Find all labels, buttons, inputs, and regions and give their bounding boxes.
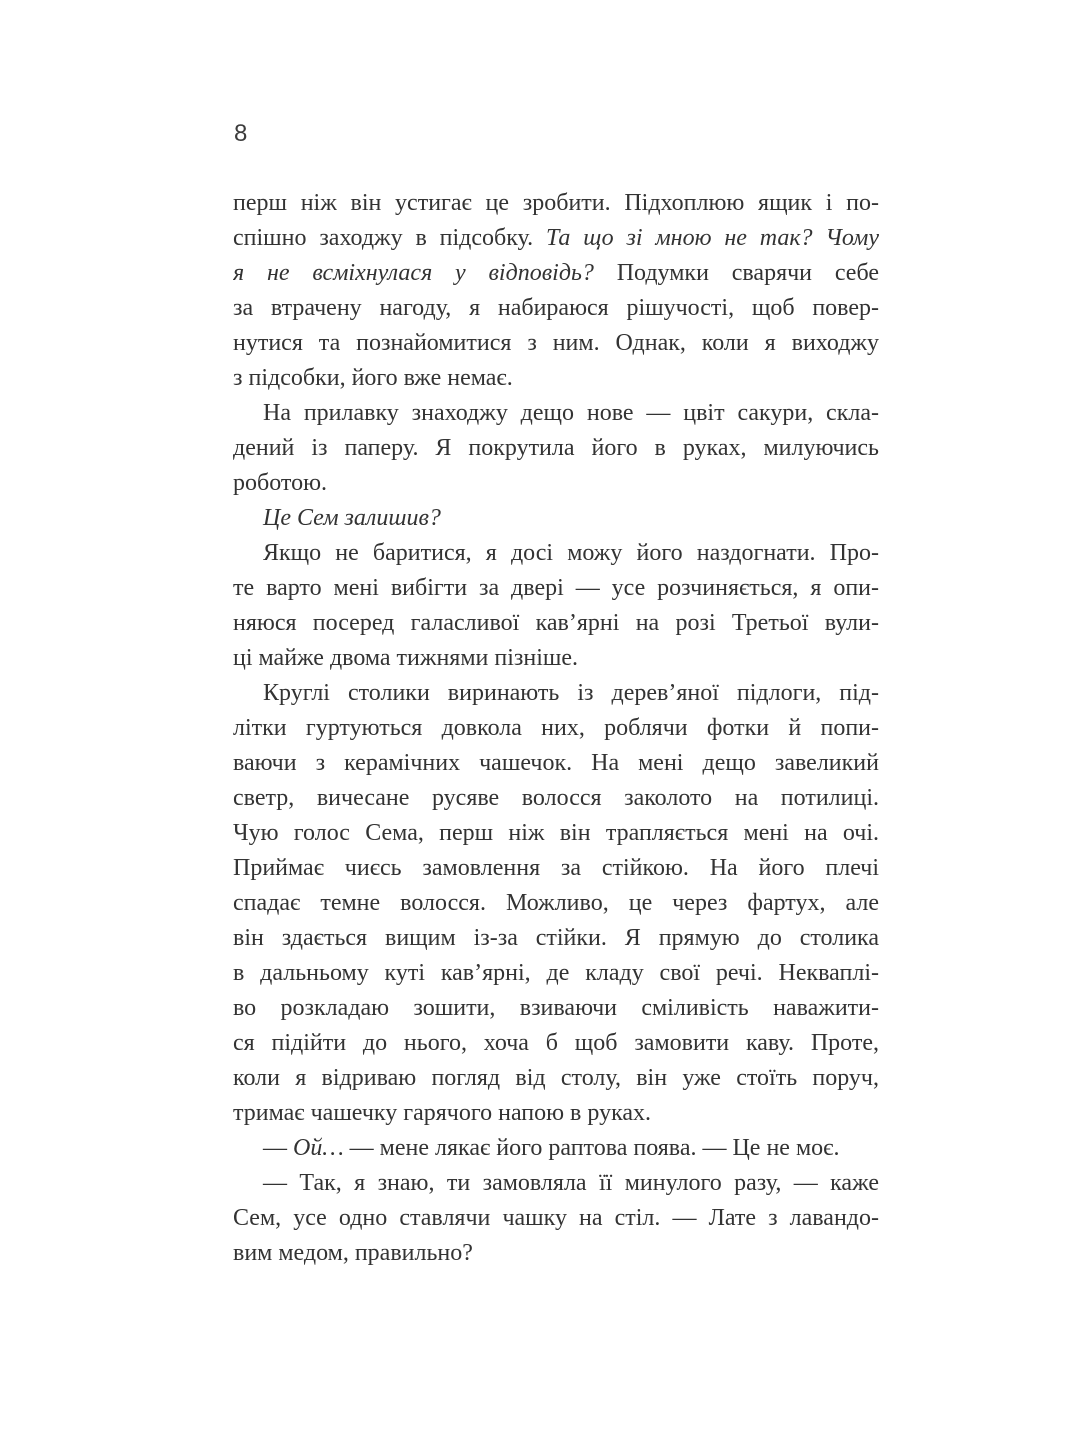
text-segment: тримає чашечку гарячого напою в руках. [233,1100,652,1126]
text-segment: те варто мені вибігти за двері — усе розчиняється, я опи- [233,575,879,601]
text-segment: вим медом, правильно? [233,1240,473,1266]
text-segment: роботою. [233,470,327,496]
text-segment: спішно заходжу в підсобку. [233,225,546,251]
body-text [233,186,879,1271]
text-line [233,816,879,851]
paragraph [233,1131,879,1166]
text-segment: — мене лякає його раптова поява. — Це не моє. [343,1135,840,1161]
paragraph [233,1166,879,1271]
text-line [233,1166,879,1201]
paragraph [233,536,879,676]
text-line [233,1236,879,1271]
paragraph [233,186,879,396]
text-segment: На прилавку знаходжу дещо нове — цвіт сакури, скла- [263,400,879,426]
page-number: 8 [234,120,248,147]
text-line [233,431,879,466]
text-line [233,781,879,816]
text-segment: ся підійти до нього, хоча б щоб замовити каву. Проте, [233,1030,879,1056]
text-segment: Подумки сварячи себе [593,260,879,286]
text-segment: за втрачену нагоду, я набираюся рішучості, щоб повер- [233,295,879,321]
text-line [233,536,879,571]
text-line [233,326,879,361]
text-line [233,711,879,746]
text-line [233,186,879,221]
text-segment: Приймає чиєсь замовлення за стійкою. На його плечі [233,855,879,881]
text-segment: з підсобки, його вже немає. [233,365,513,391]
text-segment: він здається вищим із-за стійки. Я прямую до столика [233,925,879,951]
text-segment: светр, вичесане русяве волосся заколото на потилиці. [233,785,879,811]
text-segment: в дальньому куті кав’ярні, де кладу свої речі. Некваплі- [233,960,879,986]
text-line [233,361,879,396]
text-line [233,221,879,256]
text-line [233,1131,879,1166]
text-segment: — Так, я знаю, ти замовляла її минулого разу, — каже [263,1170,879,1196]
text-line [233,1026,879,1061]
text-segment: літки гуртуються довкола них, роблячи фотки й попи- [233,715,879,741]
text-segment: Чую голос Сема, перш ніж він трапляється мені на очі. [233,820,879,846]
text-segment: дений із паперу. Я покрутила його в руках, милуючись [233,435,879,461]
text-line [233,956,879,991]
italic-text-segment: я не всміхнулася у відповідь? [233,260,594,286]
text-line [233,396,879,431]
text-segment: няюся посеред галасливої кав’ярні на розі Третьої вули- [233,610,879,636]
text-line [233,851,879,886]
text-line [233,291,879,326]
text-segment: Круглі столики виринають із дерев’яної підлоги, під- [263,680,879,706]
italic-text-segment: Та що зі мною не так? Чому [545,225,879,251]
text-segment: ваючи з керамічних чашечок. На мені дещо завеликий [233,750,879,776]
text-segment: перш ніж він устигає це зробити. Підхоплюю ящик і по- [233,190,879,216]
text-line [233,606,879,641]
text-line [233,676,879,711]
text-line [233,1096,879,1131]
text-line [233,1061,879,1096]
text-segment: — [263,1135,293,1161]
italic-text-segment: Ой… [293,1135,344,1161]
text-line [233,256,879,291]
text-line [233,501,879,536]
paragraph [233,676,879,1131]
paragraph [233,501,879,536]
text-line [233,991,879,1026]
text-segment: коли я відриваю погляд від столу, він уже стоїть поруч, [233,1065,879,1091]
text-line [233,886,879,921]
text-line [233,1201,879,1236]
text-segment: Сем, усе одно ставлячи чашку на стіл. — Лате з лавандо- [233,1205,879,1231]
text-segment: ці майже двома тижнями пізніше. [233,645,579,671]
text-segment: спадає темне волосся. Можливо, це через фартух, але [233,890,879,916]
text-line [233,641,879,676]
text-line [233,746,879,781]
text-line [233,921,879,956]
text-segment: Якщо не баритися, я досі можу його наздогнати. Про- [263,540,879,566]
text-segment: во розкладаю зошити, взиваючи сміливість наважити- [233,995,879,1021]
italic-text-segment: Це Сем залишив? [263,505,441,531]
text-line [233,466,879,501]
paragraph [233,396,879,501]
text-line [233,571,879,606]
text-segment: нутися та познайомитися з ним. Однак, коли я виходжу [233,330,879,356]
